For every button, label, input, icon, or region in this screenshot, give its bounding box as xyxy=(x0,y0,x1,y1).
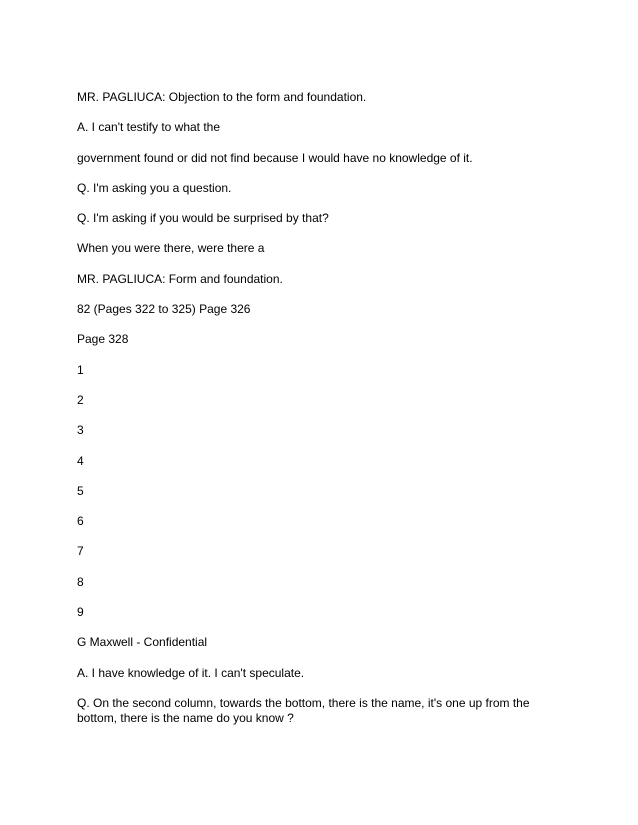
transcript-line: MR. PAGLIUCA: Objection to the form and foundation. xyxy=(77,90,367,104)
transcript-line: When you were there, were there a xyxy=(77,241,265,256)
line-number: 7 xyxy=(77,544,84,559)
transcript-line: A. I have knowledge of it. I can't speculate. xyxy=(77,665,305,680)
line-number: 3 xyxy=(77,423,84,438)
transcript-line: Q. On the second column, towards the bottom, there is the name, it's one up from the bottom, there is the name do you know ? xyxy=(77,695,530,725)
line-number: 2 xyxy=(77,392,84,407)
line-number: 4 xyxy=(77,453,84,468)
line-number: 5 xyxy=(77,483,84,498)
page-reference: Page 328 xyxy=(77,332,129,347)
transcript-line: Q. I'm asking if you would be surprised by that? xyxy=(77,211,329,226)
line-number: 8 xyxy=(77,574,84,589)
transcript-line: A. I can't testify to what the xyxy=(77,120,221,135)
line-number: 9 xyxy=(77,605,84,620)
page-reference: 82 (Pages 322 to 325) Page 326 xyxy=(77,302,251,317)
confidential-label: G Maxwell - Confidential xyxy=(77,635,208,650)
transcript-line: MR. PAGLIUCA: Form and foundation. xyxy=(77,271,283,286)
transcript-line: Q. I'm asking you a question. xyxy=(77,180,232,195)
line-number: 6 xyxy=(77,514,84,529)
line-number: 1 xyxy=(77,362,84,377)
transcript-lines xyxy=(77,90,567,726)
transcript-line: government found or did not find because I would have no knowledge of it. xyxy=(77,150,473,165)
